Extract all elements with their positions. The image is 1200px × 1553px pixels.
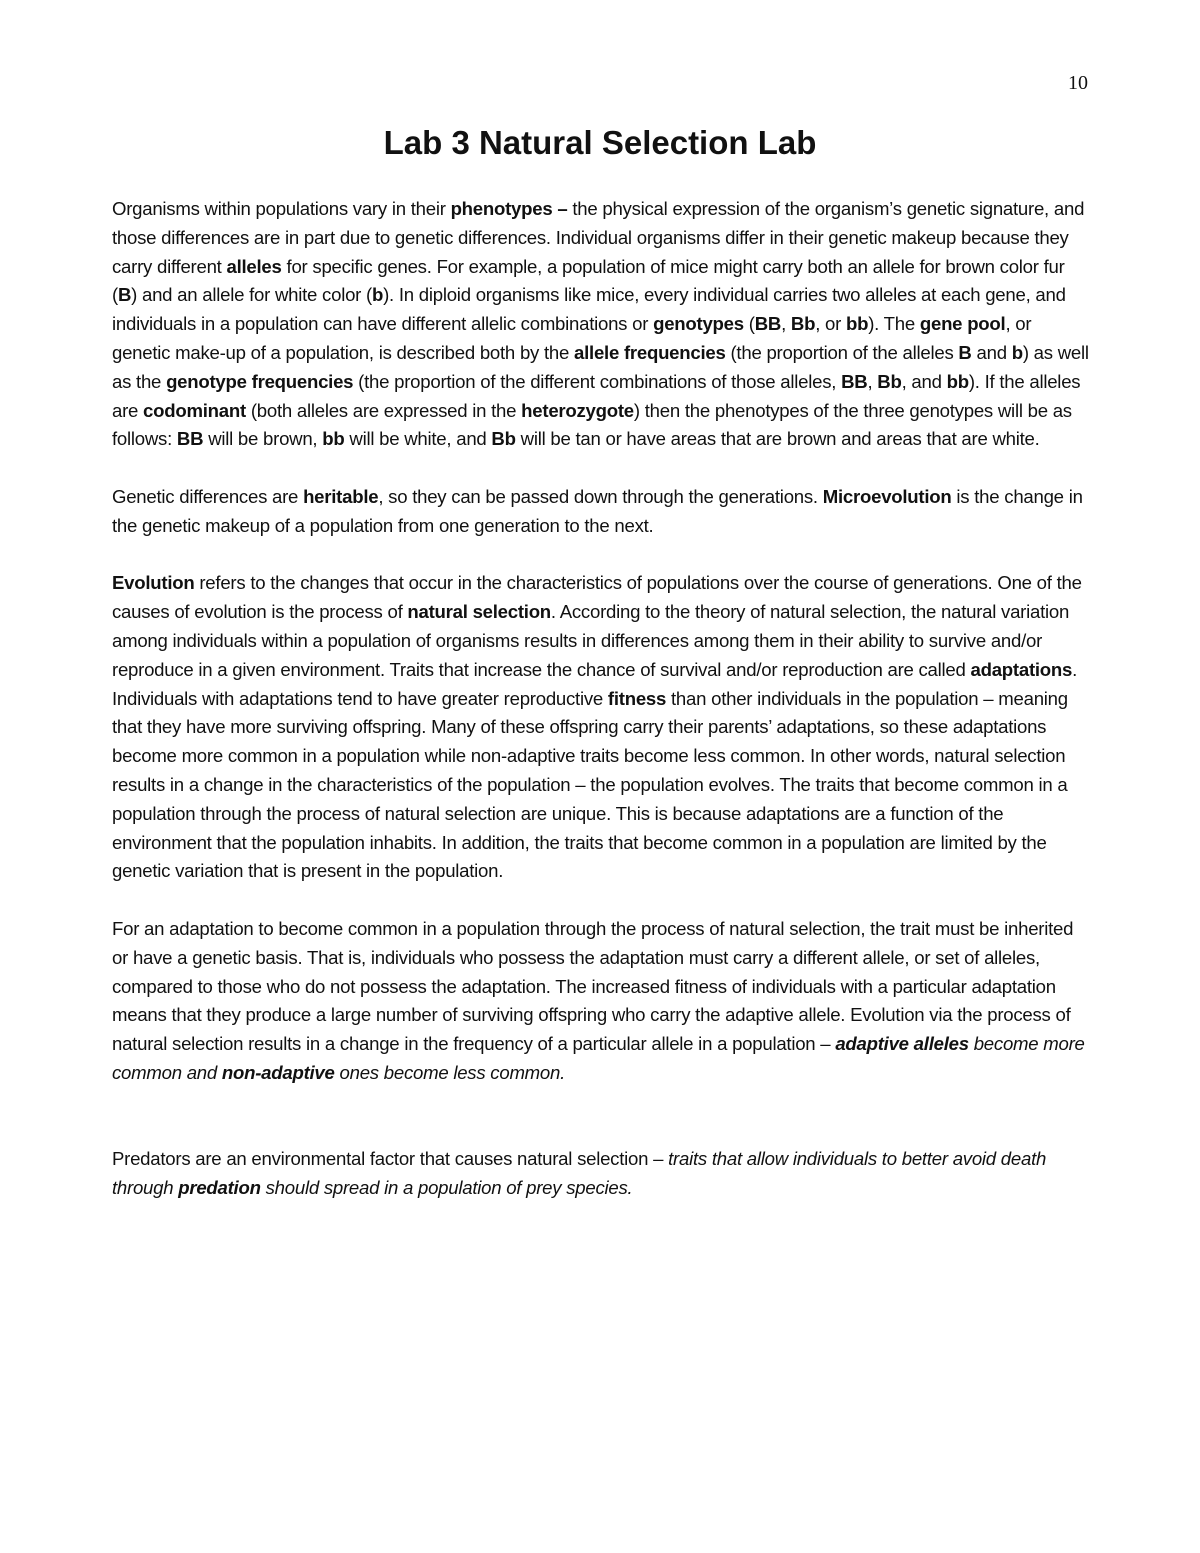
document-body [112,195,1090,1203]
term-gene-pool: gene pool [919,313,1006,335]
text-run: ones become less common. [334,1061,566,1083]
text-run: ) and an allele for white color ( [131,284,372,306]
term-microevolution: Microevolution [822,485,952,507]
term-non-adaptive: non-adaptive [221,1061,335,1083]
term-natural-selection: natural selection [407,601,551,623]
text-run: ( [743,313,755,335]
text-run: , [867,370,878,392]
paragraph-spacer [112,541,1090,570]
text-run: become more common and [112,1033,1085,1083]
text-run: refers to the changes that occur in the characteristics of populations over the course of generations. One of the causes of evolution is the process of [112,572,1082,623]
text-run: , and [901,370,947,392]
text-run: the physical expression of the organism’s genetic signature, and those differences are in part due to genetic differences. Individual organisms differ in their genetic makeup because they carry different [112,198,1085,277]
text-run: For an adaptation to become common in a population through the process of natural selection, the trait must be inherited or have a genetic basis. That is, individuals who possess the adaptation must carry a different allele, or set of alleles, compared to those who do not possess the adaptation. The increased fitness of individuals with a particular adaptation means that they produce a large number of surviving offspring who carry the adaptive allele. Evolution via the process of natural selection results in a change in the frequency of a particular allele in a population – [112,917,1074,1055]
text-run: will be tan or have areas that are brown and areas that are white. [515,428,1040,450]
term-predation: predation [178,1177,261,1199]
paragraph-predators [112,1145,1090,1203]
text-run: is the change in the genetic makeup of a population from one generation to the next. [112,485,1083,536]
paragraph-heritable [112,483,1090,541]
term-allele-B: B [958,341,972,363]
term-adaptive-alleles: adaptive alleles [835,1033,969,1055]
term-Bb: Bb [790,313,816,335]
term-genotypes: genotypes [653,313,744,335]
text-run: traits that allow individuals to better avoid death through [112,1148,1047,1199]
text-run: (both alleles are expressed in the [245,399,522,421]
text-run: Organisms within populations vary in their [112,198,451,219]
text-run: ) then the phenotypes of the three genotypes will be as follows: [112,399,1072,450]
text-run: for specific genes. For example, a population of mice might carry both an allele for brown color fur ( [112,255,1065,306]
term-allele-frequencies: allele frequencies [574,341,726,363]
text-run: will be brown, [203,428,323,450]
text-run: ). If the alleles are [112,370,1081,421]
text-run: , or [815,313,846,335]
term-BB: BB [841,370,868,392]
term-adaptations: adaptations [970,658,1073,680]
term-heterozygote: heterozygote [521,399,634,421]
text-run: should spread in a population of prey species. [260,1177,633,1199]
paragraph-phenotypes [112,195,1090,454]
term-BB: BB [176,428,204,450]
term-Bb: Bb [877,370,902,392]
text-run: ). In diploid organisms like mice, every individual carries two alleles at each gene, and individuals in a population can have different allelic combinations or [112,284,1066,335]
term-phenotypes: phenotypes – [450,198,568,219]
page-title: Lab 3 Natural Selection Lab [383,124,817,161]
text-run: , or genetic make-up of a population, is described both by the [112,313,1032,363]
term-BB: BB [754,313,782,335]
paragraph-spacer [112,454,1090,483]
paragraph-spacer [112,1088,1090,1146]
term-bb: bb [846,313,869,335]
text-run: (the proportion of the different combinations of those alleles, [353,370,842,392]
term-allele-B: B [117,284,132,306]
text-run: ) as well as the [112,341,1089,392]
term-genotype-frequencies: genotype frequencies [166,370,354,392]
term-bb: bb [946,370,969,392]
term-alleles: alleles [226,255,282,277]
term-heritable: heritable [303,485,379,507]
text-run: . According to the theory of natural selection, the natural variation among individuals within a population of organisms results in differences among them in their ability to survive and/or reproduce in a given environment. Traits that increase the chance of survival and/or reproduction are called [112,601,1070,680]
text-run: , [781,313,791,335]
term-allele-b: b [1011,341,1023,363]
text-run: (the proportion of the alleles [725,341,959,363]
term-Bb: Bb [491,428,516,450]
paragraph-adaptation-inheritance [112,915,1090,1088]
term-codominant: codominant [143,399,246,421]
text-run: Predators are an environmental factor that causes natural selection – [112,1148,669,1170]
term-allele-b: b [371,284,384,306]
text-run: and [971,341,1012,363]
paragraph-spacer [112,886,1090,915]
text-run: ). The [868,313,920,335]
term-evolution: Evolution [112,572,195,594]
term-fitness: fitness [607,687,667,709]
term-bb: bb [322,428,345,450]
text-run: than other individuals in the population – meaning that they have more surviving offspring. Many of these offspring carry their parents’ adaptations, so these adaptations become more common in a population while non-adaptive traits become less common. In other words, natural selection results in a change in the characteristics of the population – the population evolves. The traits that become common in a population through the process of natural selection are unique. This is because adaptations are a function of the environment that the population inhabits. In addition, the traits that become common in a population are limited by the genetic variation that is present in the population. [112,687,1068,882]
text-run: , so they can be passed down through the generations. [378,485,823,507]
page-number: 10 [1068,72,1088,94]
text-run: will be white, and [344,428,492,450]
text-run: . Individuals with adaptations tend to have greater reproductive [112,658,1078,709]
text-run: Genetic differences are [112,485,304,507]
paragraph-evolution [112,569,1090,886]
